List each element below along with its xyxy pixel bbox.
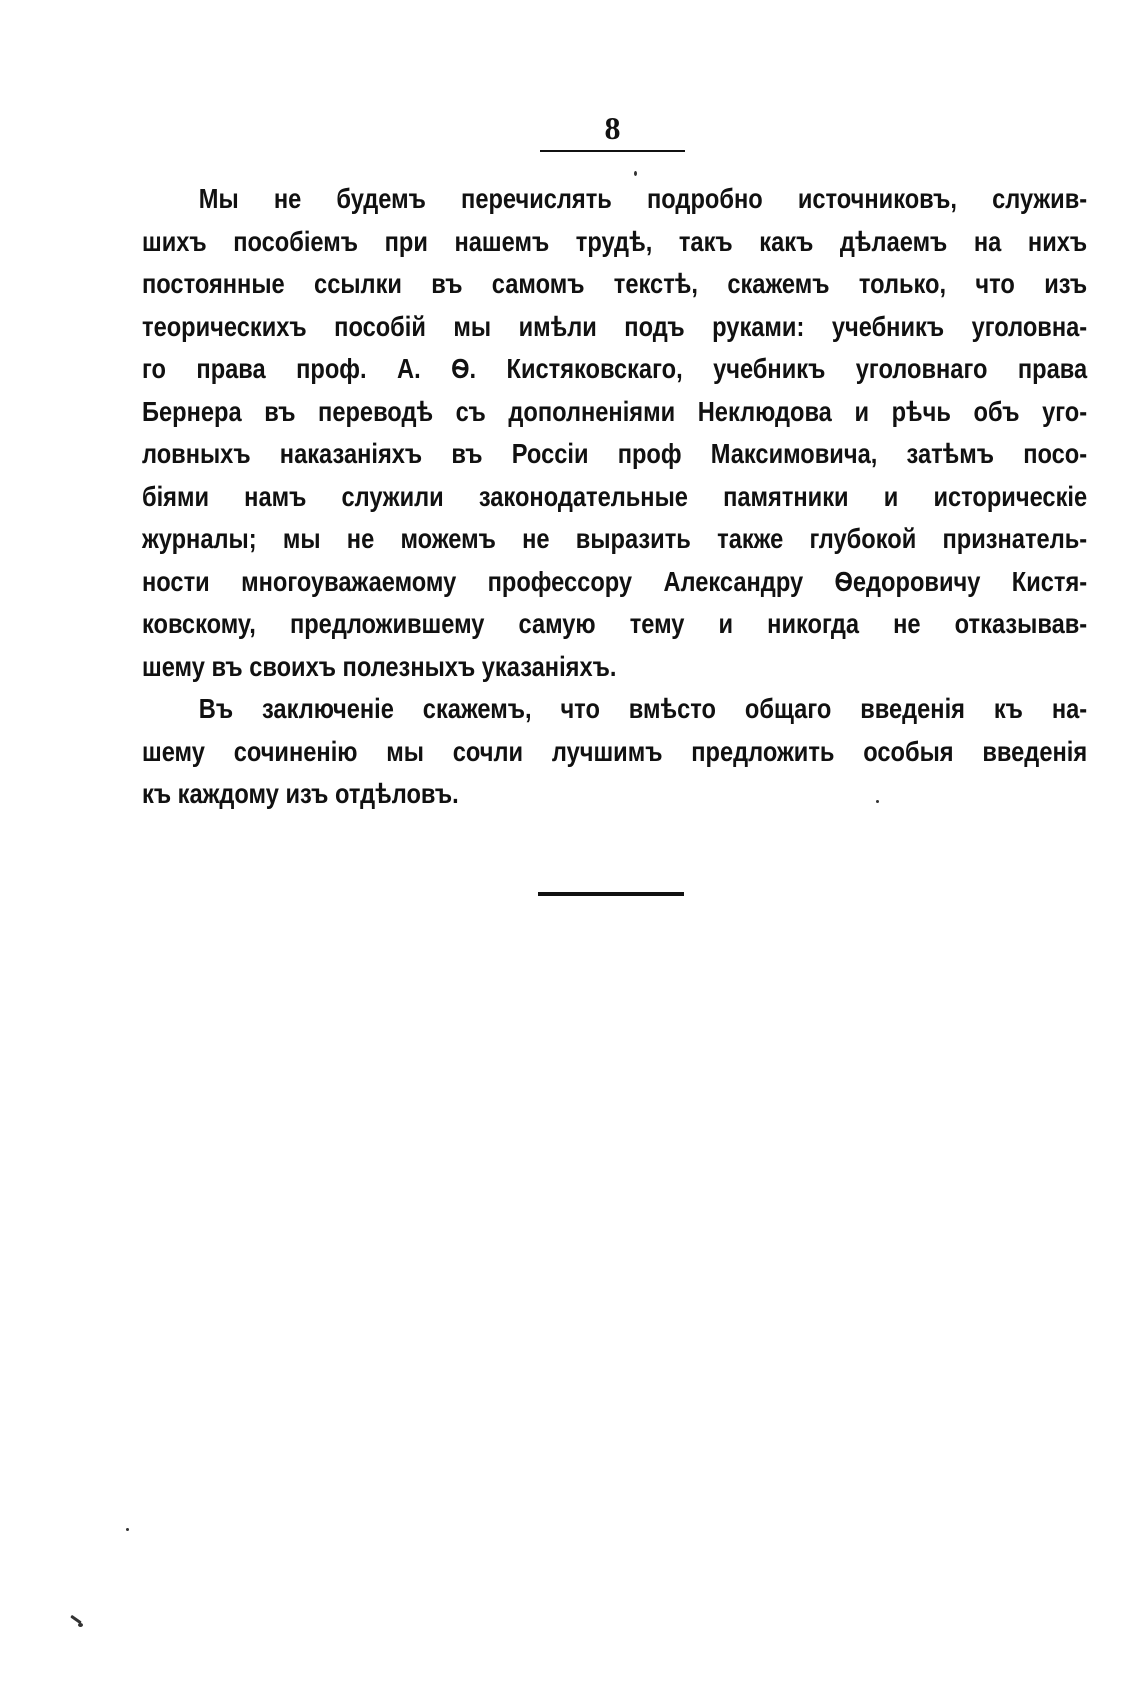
paragraph-1-line-10: ности многоуважаемому профессору Александру Ѳедоровичу Кистя- xyxy=(142,565,1088,597)
paragraph-1-line-6: Бернера въ переводѣ съ дополненіями Неклюдова и рѣчь объ уго- xyxy=(142,395,1088,427)
paragraph-1-line-12: шему въ своихъ полезныхъ указаніяхъ. xyxy=(142,650,617,682)
paragraph-1-line-8: біями намъ служили законодательные памятники и историческіе xyxy=(142,480,1088,512)
paragraph-1-line-3: постоянные ссылки въ самомъ текстѣ, скажемъ только, что изъ xyxy=(142,268,1088,299)
paragraph-2-line-3: къ каждому изъ отдѣловъ. xyxy=(142,778,459,809)
scan-speck xyxy=(126,1528,129,1531)
paragraph-1-line-1: Мы не будемъ перечислять подробно источниковъ, служив- xyxy=(198,183,1088,214)
paragraph-2-line-1: Въ заключеніе скажемъ, что вмѣсто общаго введенія къ на- xyxy=(198,693,1088,724)
end-rule xyxy=(538,892,684,896)
paragraph-2-line-2: шему сочиненію мы сочли лучшимъ предложить особыя введенія xyxy=(142,735,1088,767)
scan-speck xyxy=(78,1623,83,1627)
paragraph-1-line-7: ловныхъ наказаніяхъ въ Россіи проф Максимовича, затѣмъ посо- xyxy=(142,438,1088,469)
paragraph-1-line-4: теорическихъ пособій мы имѣли подъ руками: учебникъ уголовна- xyxy=(142,310,1088,342)
scan-speck xyxy=(634,171,637,176)
paragraph-1-line-9: журналы; мы не можемъ не выразить также глубокой признатель- xyxy=(142,523,1088,554)
paragraph-1-line-2: шихъ пособіемъ при нашемъ трудѣ, такъ какъ дѣлаемъ на нихъ xyxy=(142,225,1088,257)
paragraph-1-line-5: го права проф. А. Ѳ. Кистяковскаго, учебникъ уголовнаго права xyxy=(142,353,1088,384)
scan-speck xyxy=(876,800,879,803)
body-text xyxy=(142,178,1088,816)
page-number: 8 xyxy=(604,110,621,146)
paragraph-1-line-11: ковскому, предложившему самую тему и никогда не отказывав- xyxy=(142,608,1088,639)
header-rule xyxy=(540,150,685,152)
